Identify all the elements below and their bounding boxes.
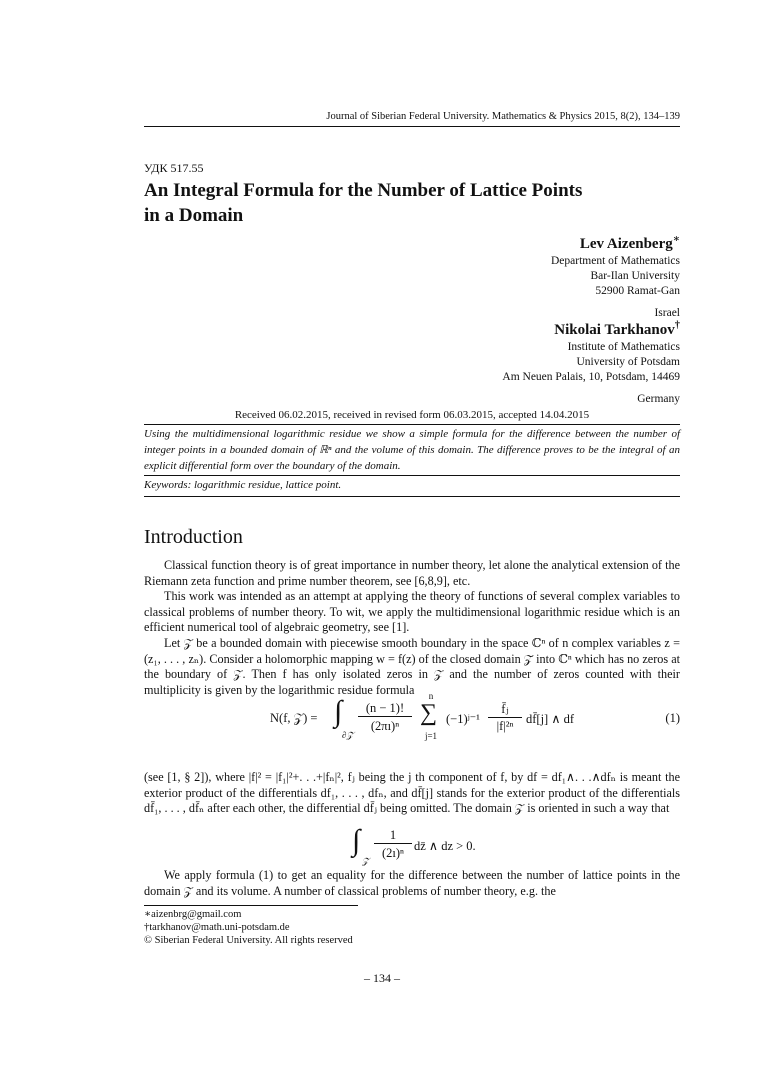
- author-name-2: Nikolai Tarkhanov†: [554, 320, 680, 338]
- intro-paragraphs: [144, 558, 680, 698]
- author-block: [502, 235, 680, 407]
- equation-2: ∫ 𝒵 1 (2ı)ⁿ dz̄ ∧ dz > 0.: [352, 824, 476, 866]
- copyright-note: © Siberian Federal University. All rights reserved: [144, 935, 353, 946]
- integral-sign: ∫: [334, 695, 343, 728]
- abstract: Using the multidimensional logarithmic residue we show a simple formula for the difference between the number of integer points in a bounded domain of ℝⁿ and the volume of this domain. The difference proves to be the integral of an explicit differential form over the boundary of the domain.: [144, 428, 680, 472]
- paper-title: [144, 178, 684, 228]
- title-line-2: in a Domain: [144, 205, 244, 226]
- udc-code: УДК 517.55: [144, 161, 204, 175]
- paragraph: We apply formula (1) to get an equality for the difference between the number of lattice points in the domain 𝒵 and its volume. A number of classical problems of number theory, e.g. the: [144, 868, 680, 898]
- affiliation-line: Am Neuen Palais, 10, Potsdam, 14469: [502, 371, 680, 383]
- affiliation-line: Department of Mathematics: [550, 255, 680, 267]
- abstract-rule-top: [144, 424, 680, 425]
- paragraph-after-eq1: [144, 770, 680, 817]
- footnote-email-1: ∗aizenbrg@gmail.com: [144, 909, 242, 920]
- paragraph: Classical function theory is of great importance in number theory, let alone the analytical extension of the Riemann zeta function and prime number theorem, see [6,8,9], etc.: [144, 558, 680, 588]
- affiliation-line: Bar-Ilan University: [590, 270, 680, 282]
- paragraph: This work was intended as an attempt at applying the theory of functions of several complex variables to classical problems of number theory. To wit, we apply the multidimensional logarithmic residue which is an efficient numerical tool of algebraic geometry, see [1].: [144, 589, 680, 635]
- paragraph: Let 𝒵 be a bounded domain with piecewise smooth boundary in the space ℂⁿ of n complex variables z = (z₁, . . . , zₙ). Consider a holomorphic mapping w = f(z) of the closed domain 𝒵̄ into ℂⁿ which has no zeros at the boundary of 𝒵. Then f has only isolated zeros in 𝒵 and the number of zeros counted with their multiplicity is given by the logarithmic residue formula: [144, 635, 680, 697]
- summation-sign: ∑: [420, 700, 438, 726]
- integral-sign: ∫: [352, 824, 361, 857]
- paragraph: (see [1, § 2]), where |f|² = |f₁|²+. . .+|fₙ|², fⱼ being the j th component of f, by df = df₁∧. . .∧dfₙ is meant the exterior product of the differentials df₁, . . . , dfₙ, and df̄[j] stands for the exterior product of the differentials df̄₁, . . . , df̄ₙ after each other, the differential df̄ⱼ being omitted. The domain 𝒵 is oriented in such a way that: [144, 770, 680, 816]
- section-heading: Introduction: [144, 526, 243, 548]
- footnote-email-2: †tarkhanov@math.uni-potsdam.de: [144, 922, 290, 933]
- footnotes: [144, 908, 353, 947]
- keywords: Keywords: logarithmic residue, lattice point.: [144, 479, 342, 491]
- received-dates: Received 06.02.2015, received in revised form 06.03.2015, accepted 14.04.2015: [234, 409, 590, 421]
- equation-1: N(f, 𝒵) = ∫ ∂𝒵 (n − 1)! (2πı)ⁿ n ∑ j=1 (−1)ʲ⁻¹ f̄ⱼ |f|²ⁿ df̄[j] ∧ df: [270, 691, 575, 741]
- affiliation-line: Israel: [654, 307, 680, 319]
- header-rule: [144, 126, 680, 127]
- affiliation-line: University of Potsdam: [576, 356, 680, 368]
- abstract-rule-mid: [144, 475, 680, 476]
- paragraph-after-eq2: [144, 868, 680, 899]
- author-name-1: Lev Aizenberg∗: [579, 234, 680, 252]
- equation-number: (1): [665, 711, 680, 725]
- affiliation-line: 52900 Ramat-Gan: [595, 285, 680, 297]
- title-line-1: An Integral Formula for the Number of Lattice Points: [144, 180, 583, 201]
- page-number: – 134 –: [364, 971, 400, 985]
- abstract-rule-bottom: [144, 496, 680, 497]
- affiliation-line: Germany: [637, 393, 680, 405]
- journal-header: Journal of Siberian Federal University. Mathematics & Physics 2015, 8(2), 134–139: [326, 111, 680, 122]
- affiliation-line: Institute of Mathematics: [567, 341, 680, 353]
- footnote-rule: [144, 905, 358, 906]
